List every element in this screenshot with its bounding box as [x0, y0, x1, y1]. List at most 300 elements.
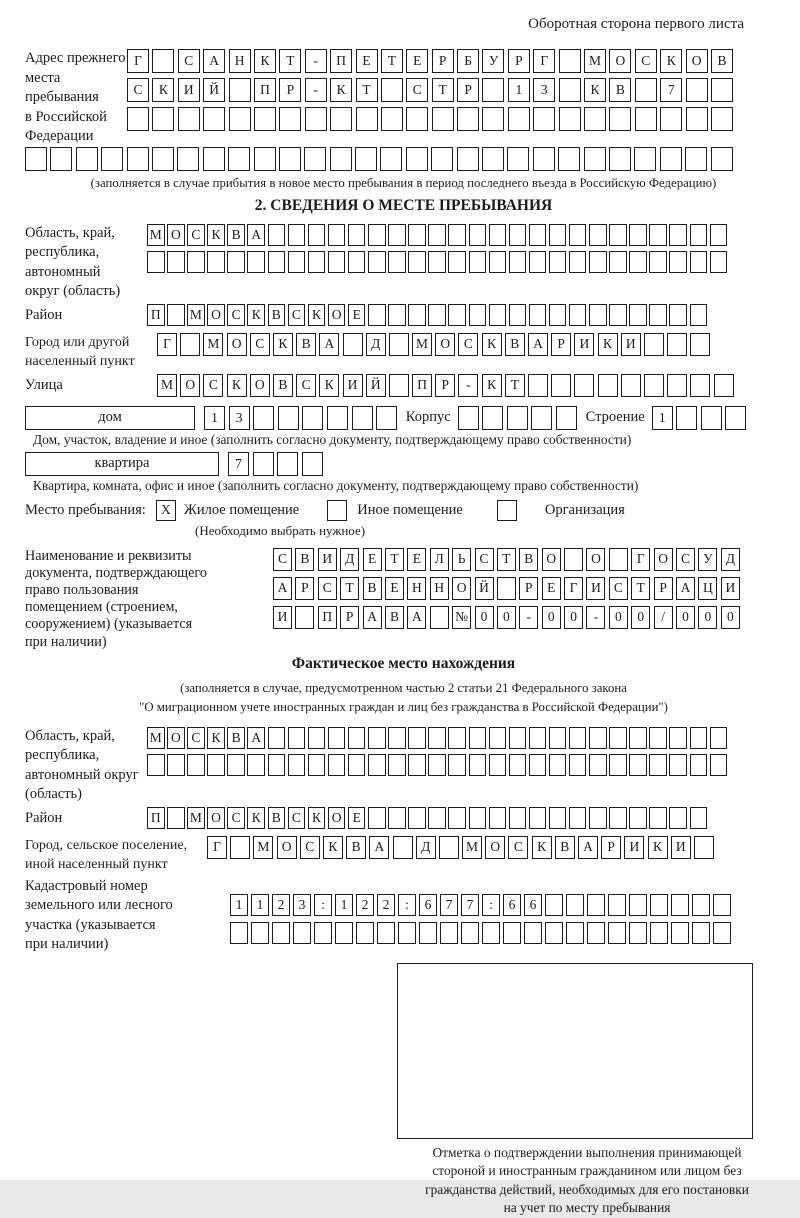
char-box — [419, 922, 437, 944]
char-box — [440, 922, 458, 944]
prev-address-row-1 — [127, 49, 736, 73]
char-box: 7 — [461, 894, 479, 916]
char-box — [430, 606, 449, 629]
char-box — [669, 224, 687, 246]
char-box: Т — [381, 49, 403, 73]
char-box: П — [147, 304, 165, 326]
char-box: 6 — [524, 894, 542, 916]
char-box — [482, 147, 504, 171]
char-box — [203, 107, 225, 131]
checkbox-zhiloe: X — [156, 500, 176, 521]
char-box — [692, 922, 710, 944]
char-box — [629, 754, 647, 776]
mesto-hint: (Необходимо выбрать нужное) — [195, 522, 366, 538]
char-box: - — [305, 78, 327, 102]
page-header-note: Оборотная сторона первого листа — [528, 16, 744, 32]
char-box — [569, 754, 587, 776]
char-box — [327, 406, 348, 430]
stamp-caption — [375, 1144, 799, 1218]
char-box — [650, 922, 668, 944]
char-box: 0 — [609, 606, 628, 629]
fact-oblast-rows — [147, 727, 730, 781]
char-box — [268, 727, 286, 749]
char-box — [676, 406, 697, 430]
char-box — [381, 78, 403, 102]
char-box — [690, 807, 708, 829]
char-box: 1 — [204, 406, 225, 430]
char-box: М — [253, 836, 273, 859]
char-box: С — [300, 836, 320, 859]
char-box — [609, 754, 627, 776]
char-box — [388, 807, 406, 829]
char-box: Н — [407, 577, 426, 600]
char-box — [398, 922, 416, 944]
char-box — [279, 147, 301, 171]
dom-box: дом — [25, 406, 195, 430]
char-box — [207, 251, 225, 273]
char-box — [428, 727, 446, 749]
char-box: И — [671, 836, 691, 859]
char-box — [229, 107, 251, 131]
char-box — [448, 251, 466, 273]
char-box: Р — [457, 78, 479, 102]
char-box: Г — [127, 49, 149, 73]
field-ulitsa — [25, 374, 782, 402]
char-box: 2 — [356, 894, 374, 916]
char-box — [408, 224, 426, 246]
char-box — [227, 251, 245, 273]
char-box: Е — [406, 49, 428, 73]
char-box — [609, 224, 627, 246]
char-box — [348, 224, 366, 246]
label-line: сооружением) (указывается — [25, 616, 193, 633]
char-box — [180, 333, 200, 356]
label-line: республика, — [25, 244, 100, 260]
char-box — [710, 224, 728, 246]
char-box — [408, 304, 426, 326]
char-box: : — [482, 894, 500, 916]
label-line: помещением (строением, — [25, 599, 178, 616]
char-box — [609, 304, 627, 326]
document-label — [25, 548, 273, 651]
char-box — [629, 224, 647, 246]
char-box — [629, 894, 647, 916]
char-box — [432, 107, 454, 131]
label-line: Федерации — [25, 128, 94, 144]
char-box: М — [157, 374, 177, 397]
char-box — [348, 754, 366, 776]
char-box — [629, 807, 647, 829]
char-box — [644, 333, 664, 356]
document-row-2 — [273, 577, 743, 600]
fact-field-gorod — [25, 836, 782, 875]
label-line: Город или другой — [25, 334, 130, 350]
char-box: П — [330, 49, 352, 73]
char-box — [584, 107, 606, 131]
char-box — [629, 922, 647, 944]
char-box — [558, 147, 580, 171]
char-box — [330, 147, 352, 171]
char-box — [589, 754, 607, 776]
char-box: В — [505, 333, 525, 356]
char-box — [649, 224, 667, 246]
char-box: С — [187, 727, 205, 749]
label-line: участка (указывается — [25, 916, 156, 933]
char-box — [448, 754, 466, 776]
char-box: Р — [508, 49, 530, 73]
char-box: 7 — [660, 78, 682, 102]
char-box: 2 — [377, 894, 395, 916]
char-box: К — [247, 807, 265, 829]
char-box — [368, 304, 386, 326]
fact-oblast-label — [25, 727, 147, 805]
char-box: Д — [340, 548, 359, 571]
char-box — [489, 251, 507, 273]
char-box — [482, 107, 504, 131]
field-dom — [25, 406, 782, 430]
char-box: К — [247, 304, 265, 326]
char-box — [448, 727, 466, 749]
char-box: С — [273, 548, 292, 571]
char-box: И — [178, 78, 200, 102]
char-box: М — [584, 49, 606, 73]
char-box — [551, 374, 571, 397]
label-line: Область, край, — [25, 224, 115, 241]
char-box — [408, 251, 426, 273]
char-box — [352, 406, 373, 430]
char-box — [314, 922, 332, 944]
char-box — [549, 727, 567, 749]
char-box — [694, 836, 714, 859]
char-box — [388, 754, 406, 776]
char-box — [509, 727, 527, 749]
char-box: / — [654, 606, 673, 629]
char-box — [268, 251, 286, 273]
char-box: Т — [356, 78, 378, 102]
char-box — [529, 727, 547, 749]
char-box — [279, 107, 301, 131]
char-box — [229, 78, 251, 102]
checkbox-organizatsiya — [497, 500, 517, 521]
ulitsa-row — [157, 374, 737, 397]
fact-title: Фактическое место нахождения — [291, 654, 516, 672]
char-box — [247, 754, 265, 776]
char-box: П — [318, 606, 337, 629]
label-line: стороной и иностранным гражданином или лицом без — [432, 1163, 742, 1179]
char-box — [608, 922, 626, 944]
char-box — [629, 727, 647, 749]
char-box — [448, 224, 466, 246]
kvartira-digits — [228, 452, 326, 476]
char-box: В — [346, 836, 366, 859]
char-box — [660, 147, 682, 171]
char-box: 7 — [440, 894, 458, 916]
oblast-label — [25, 224, 147, 302]
char-box: С — [635, 49, 657, 73]
char-box — [127, 107, 149, 131]
fact-field-rayon — [25, 807, 782, 834]
char-box: А — [247, 727, 265, 749]
fact-gorod-label — [25, 836, 207, 875]
fact-rayon-row — [147, 807, 710, 829]
char-box — [529, 807, 547, 829]
char-box — [428, 754, 446, 776]
char-box — [559, 78, 581, 102]
char-box: 0 — [542, 606, 561, 629]
char-box: К — [319, 374, 339, 397]
char-box — [503, 922, 521, 944]
char-box: 3 — [533, 78, 555, 102]
char-box: Т — [497, 548, 516, 571]
label-line: (заполняется в случае, предусмотренном частью 2 статьи 21 Федерального закона — [180, 680, 627, 695]
char-box: 7 — [228, 452, 249, 476]
option-inoe-label: Иное помещение — [357, 501, 463, 518]
char-box: Р — [654, 577, 673, 600]
char-box — [671, 922, 689, 944]
char-box — [355, 147, 377, 171]
label-line: иной населенный пункт — [25, 857, 168, 873]
char-box — [507, 406, 528, 430]
char-box — [388, 224, 406, 246]
char-box — [253, 452, 274, 476]
char-box — [497, 577, 516, 600]
char-box: К — [308, 807, 326, 829]
korpus-digits — [458, 406, 581, 430]
char-box: М — [147, 224, 165, 246]
field-oblast — [25, 224, 782, 302]
char-box: Е — [407, 548, 426, 571]
prev-address-row-2 — [127, 78, 736, 102]
char-box — [690, 224, 708, 246]
char-box: : — [314, 894, 332, 916]
char-box — [308, 224, 326, 246]
char-box — [304, 147, 326, 171]
char-box: Р — [295, 577, 314, 600]
char-box: К — [532, 836, 552, 859]
char-box: М — [412, 333, 432, 356]
char-box — [288, 754, 306, 776]
char-box — [589, 727, 607, 749]
char-box: Р — [279, 78, 301, 102]
char-box — [230, 836, 250, 859]
char-box: - — [519, 606, 538, 629]
char-box: Г — [157, 333, 177, 356]
char-box: Т — [505, 374, 525, 397]
char-box — [268, 224, 286, 246]
char-box — [469, 727, 487, 749]
char-box — [509, 754, 527, 776]
char-box: О — [250, 374, 270, 397]
char-box — [376, 406, 397, 430]
char-box — [288, 224, 306, 246]
char-box — [686, 78, 708, 102]
char-box — [584, 147, 606, 171]
char-box — [710, 727, 728, 749]
char-box: Р — [551, 333, 571, 356]
char-box: Д — [721, 548, 740, 571]
kadastr-rows — [230, 877, 734, 949]
char-box — [701, 406, 722, 430]
char-box — [489, 224, 507, 246]
char-box — [667, 374, 687, 397]
char-box — [328, 224, 346, 246]
char-box: О — [167, 224, 185, 246]
char-box: М — [187, 807, 205, 829]
char-box: С — [458, 333, 478, 356]
char-box: В — [295, 548, 314, 571]
label-line: республика, — [25, 747, 100, 764]
char-box: Р — [435, 374, 455, 397]
char-box — [356, 107, 378, 131]
char-box: С — [288, 304, 306, 326]
char-box: Ь — [452, 548, 471, 571]
char-box: Ц — [698, 577, 717, 600]
char-box — [685, 147, 707, 171]
char-box — [725, 406, 746, 430]
char-box — [277, 452, 298, 476]
char-box — [469, 807, 487, 829]
char-box — [328, 251, 346, 273]
char-box: С — [676, 548, 695, 571]
char-box — [268, 754, 286, 776]
char-box — [308, 727, 326, 749]
char-box — [152, 147, 174, 171]
char-box — [589, 251, 607, 273]
char-box: С — [318, 577, 337, 600]
field-kvartira — [25, 452, 782, 476]
char-box: 1 — [251, 894, 269, 916]
char-box: М — [147, 727, 165, 749]
char-box: Й — [203, 78, 225, 102]
char-box — [533, 107, 555, 131]
kadastr-label — [25, 877, 230, 955]
char-box — [609, 107, 631, 131]
char-box: К — [323, 836, 343, 859]
char-box — [569, 727, 587, 749]
char-box — [609, 807, 627, 829]
char-box — [428, 251, 446, 273]
char-box — [649, 304, 667, 326]
char-box — [649, 754, 667, 776]
char-box — [569, 224, 587, 246]
char-box — [589, 304, 607, 326]
char-box — [389, 374, 409, 397]
char-box — [529, 754, 547, 776]
char-box: И — [621, 333, 641, 356]
label-line: земельного или лесного — [25, 897, 173, 914]
fact-field-kadastr — [25, 877, 782, 955]
char-box — [356, 922, 374, 944]
char-box: К — [227, 374, 247, 397]
rayon-label: Район — [25, 306, 63, 323]
char-box — [428, 224, 446, 246]
char-box — [669, 727, 687, 749]
char-box — [489, 807, 507, 829]
char-box — [431, 147, 453, 171]
char-box: И — [721, 577, 740, 600]
char-box: 1 — [652, 406, 673, 430]
fact-rayon-label: Район — [25, 809, 63, 826]
char-box: В — [711, 49, 733, 73]
char-box — [690, 374, 710, 397]
char-box — [101, 147, 123, 171]
char-box: С — [227, 807, 245, 829]
char-box: К — [598, 333, 618, 356]
char-box: А — [676, 577, 695, 600]
char-box — [348, 727, 366, 749]
kvartira-box: квартира — [25, 452, 219, 476]
char-box — [609, 548, 628, 571]
char-box: Р — [601, 836, 621, 859]
char-box — [406, 107, 428, 131]
char-box — [388, 727, 406, 749]
char-box — [272, 922, 290, 944]
label-line: Адрес прежнего — [25, 50, 126, 66]
label-line: гражданства действий, необходимых для его постановки — [425, 1181, 749, 1197]
char-box — [686, 107, 708, 131]
section2-title: 2. СВЕДЕНИЯ О МЕСТЕ ПРЕБЫВАНИЯ — [254, 196, 553, 214]
char-box — [469, 251, 487, 273]
char-box — [457, 147, 479, 171]
char-box: 0 — [631, 606, 650, 629]
char-box — [167, 754, 185, 776]
char-box: - — [458, 374, 478, 397]
char-box — [692, 894, 710, 916]
label-line: право пользования — [25, 581, 139, 598]
char-box — [669, 304, 687, 326]
char-box: 1 — [335, 894, 353, 916]
char-box: Д — [366, 333, 386, 356]
char-box: С — [609, 577, 628, 600]
label-line: автономный — [25, 263, 101, 280]
char-box — [388, 304, 406, 326]
document-row-3 — [273, 606, 743, 629]
char-box — [533, 147, 555, 171]
char-box — [711, 107, 733, 131]
char-box — [608, 894, 626, 916]
char-box: Е — [385, 577, 404, 600]
label-line: (область) — [25, 786, 82, 803]
char-box: Е — [363, 548, 382, 571]
char-box: А — [273, 577, 292, 600]
char-box: П — [147, 807, 165, 829]
char-box — [457, 107, 479, 131]
char-box: О — [180, 374, 200, 397]
char-box — [529, 304, 547, 326]
char-box: 1 — [508, 78, 530, 102]
label-line: при наличии) — [25, 633, 107, 650]
char-box: К — [207, 727, 225, 749]
char-box — [609, 727, 627, 749]
char-box: К — [648, 836, 668, 859]
char-box: А — [203, 49, 225, 73]
char-box — [635, 78, 657, 102]
char-box — [644, 374, 664, 397]
char-box: Й — [366, 374, 386, 397]
char-box: С — [227, 304, 245, 326]
char-box: С — [296, 374, 316, 397]
char-box — [690, 333, 710, 356]
char-box: Е — [356, 49, 378, 73]
char-box — [254, 147, 276, 171]
char-box — [76, 147, 98, 171]
char-box: Г — [631, 548, 650, 571]
char-box: О — [586, 548, 605, 571]
oblast-row-1 — [147, 224, 730, 246]
char-box — [531, 406, 552, 430]
char-box: С — [127, 78, 149, 102]
char-box — [507, 147, 529, 171]
